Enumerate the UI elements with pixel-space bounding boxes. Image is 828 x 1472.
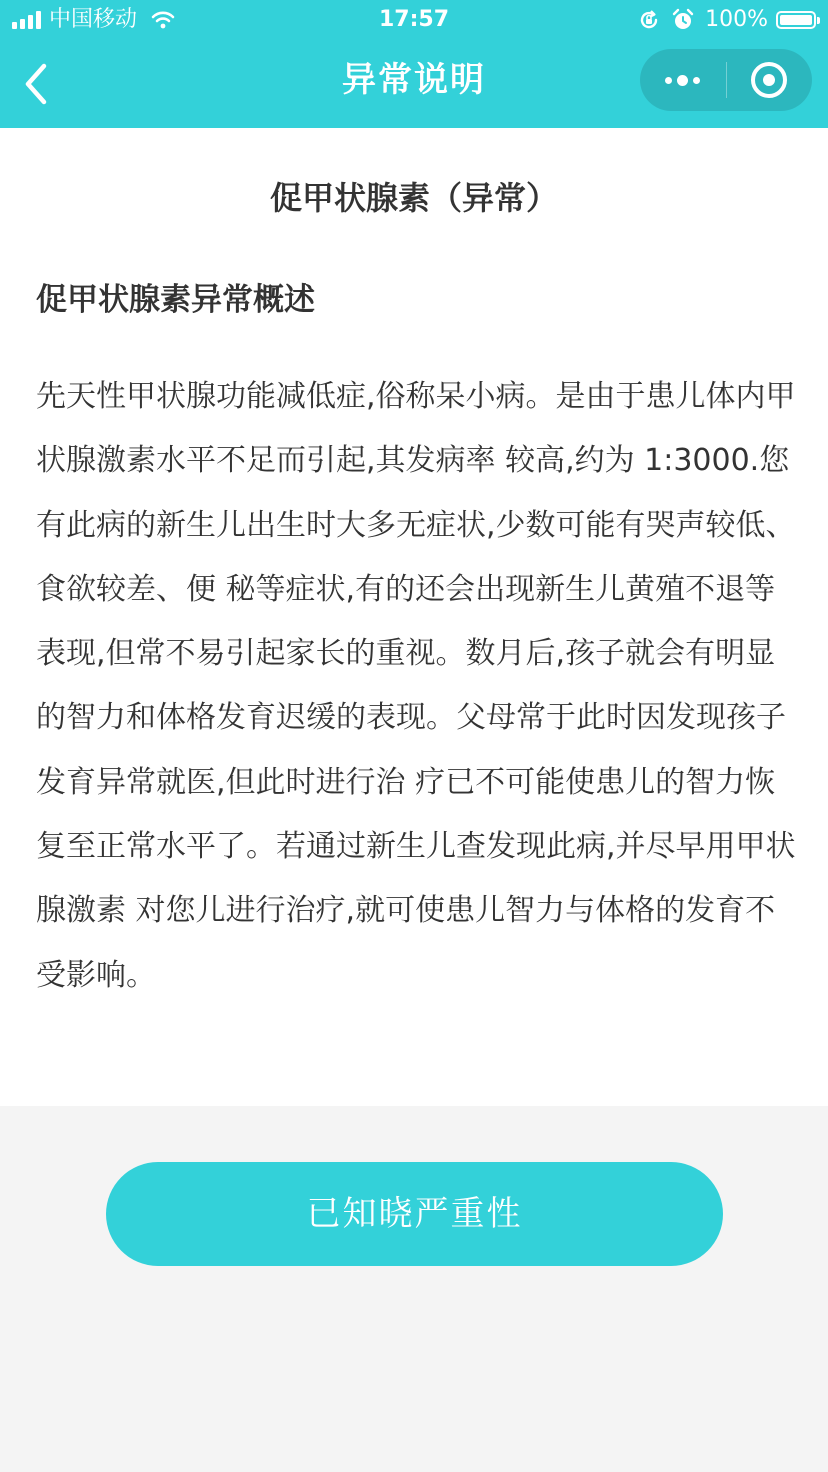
battery-fill xyxy=(780,15,812,25)
status-right xyxy=(637,6,816,34)
chevron-left-icon xyxy=(22,62,50,106)
battery-percent: 100% xyxy=(705,7,768,32)
page-title: 异常说明 xyxy=(342,60,486,100)
rotation-lock-icon xyxy=(637,8,661,32)
more-button[interactable] xyxy=(640,49,726,111)
mini-program-capsule xyxy=(640,49,812,111)
acknowledge-button[interactable]: 已知晓严重性 xyxy=(106,1162,723,1266)
more-dots-icon xyxy=(665,75,700,86)
carrier-name: 中国移动 xyxy=(49,7,138,32)
result-title: 促甲状腺素（异常） xyxy=(269,179,558,217)
close-button[interactable] xyxy=(727,49,813,111)
target-circle-icon xyxy=(751,62,787,98)
status-time: 17:57 xyxy=(378,7,450,32)
content-card xyxy=(0,128,828,1106)
section-heading: 促甲状腺素异常概述 xyxy=(36,282,315,318)
status-bar xyxy=(0,0,828,40)
navigation-bar xyxy=(0,40,828,128)
header xyxy=(0,0,828,128)
back-button[interactable] xyxy=(14,60,58,108)
battery-icon xyxy=(776,11,816,29)
alarm-icon xyxy=(671,8,695,32)
description-text: 先天性甲状腺功能减低症,俗称呆小病。是由于患儿体内甲状腺激素水平不足而引起,其发病率 较高,约为 1:3000.您有此病的新生儿出生时大多无症状,少数可能有哭声较低、食欲较差、便 秘等症状,有的还会出现新生儿黄殖不退等表现,但常不易引起家长的重视。数月后,孩子就会有明显的智力和体格发育迟缓的表现。父母常于此时因发现孩子发育异常就医,但此时进行治 疗已不可能使患儿的智力恢复至正常水平了。若通过新生儿查发现此病,并尽早用甲状腺激素 对您儿进行治疗,就可使患儿智力与体格的发育不受影响。 xyxy=(36,379,796,993)
